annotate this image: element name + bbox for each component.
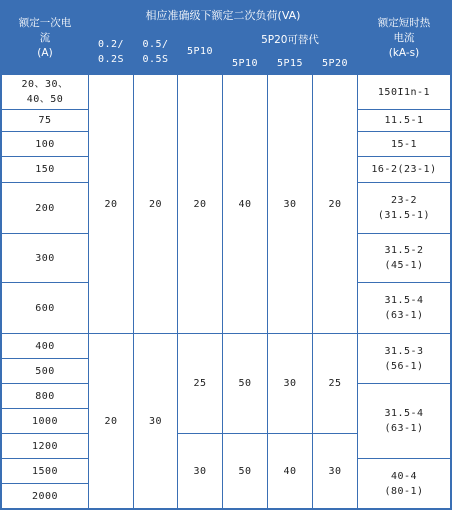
grid-line: [0, 74, 452, 75]
grid-line: [0, 182, 89, 183]
current-cell: 600: [2, 283, 88, 333]
thermal-cell: 16-2(23-1): [358, 157, 450, 182]
grid-line: [222, 51, 358, 52]
current-cell: 300: [2, 234, 88, 282]
thermal-cell: 15-1: [358, 132, 450, 156]
current-cell: 150: [2, 157, 88, 182]
header-rated-primary-current: 额定一次电 流 (A): [2, 2, 88, 74]
current-cell: 800: [2, 384, 88, 408]
grid-line: [0, 156, 89, 157]
grid-line: [0, 483, 89, 484]
load-value-cell: 25: [178, 334, 222, 433]
grid-line: [357, 109, 452, 110]
grid-line: [312, 51, 313, 510]
grid-line: [0, 333, 452, 334]
load-value-cell: 25: [313, 334, 357, 433]
grid-line: [267, 51, 268, 510]
load-value-cell: 20: [178, 75, 222, 333]
load-value-cell: 50: [223, 334, 267, 433]
grid-line: [177, 433, 358, 434]
grid-line: [0, 458, 89, 459]
load-value-cell: 40: [223, 75, 267, 333]
header-short-time-thermal-current: 额定短时热 电流 (kA-s): [358, 2, 450, 74]
load-value-cell: 30: [313, 434, 357, 508]
load-value-cell: 50: [223, 434, 267, 508]
grid-line: [357, 131, 452, 132]
grid-line: [0, 358, 89, 359]
grid-line: [0, 383, 89, 384]
current-cell: 2000: [2, 484, 88, 508]
thermal-cell: 150I1n-1: [358, 75, 450, 109]
current-cell: 1500: [2, 459, 88, 483]
grid-line: [0, 282, 89, 283]
current-cell: 500: [2, 359, 88, 383]
current-cell: 200: [2, 183, 88, 233]
thermal-cell: 40-4 (80-1): [358, 459, 450, 508]
header-sub-5p20: 5P20: [313, 52, 357, 74]
thermal-cell: 31.5-2 (45-1): [358, 234, 450, 282]
thermal-cell: 11.5-1: [358, 110, 450, 131]
current-cell: 20、30、 40、50: [2, 75, 88, 109]
grid-line: [357, 282, 452, 283]
current-cell: 75: [2, 110, 88, 131]
header-rated-secondary-load: 相应准确级下额定二次负荷(VA): [89, 2, 357, 28]
header-accuracy-05: 0.5/ 0.5S: [134, 29, 177, 74]
grid-line: [177, 28, 178, 510]
load-value-cell: 40: [268, 434, 312, 508]
grid-line: [0, 433, 89, 434]
load-value-cell: 20: [89, 334, 133, 508]
current-cell: 400: [2, 334, 88, 358]
header-accuracy-5p10: 5P10: [178, 29, 222, 74]
header-sub-5p10: 5P10: [223, 52, 267, 74]
load-value-cell: 20: [313, 75, 357, 333]
thermal-cell: 23-2 (31.5-1): [358, 183, 450, 233]
thermal-cell: 31.5-4 (63-1): [358, 283, 450, 333]
thermal-cell: 31.5-3 (56-1): [358, 334, 450, 383]
grid-line: [0, 109, 89, 110]
grid-line: [88, 28, 358, 29]
grid-line: [357, 156, 452, 157]
header-sub-5p15: 5P15: [268, 52, 312, 74]
grid-line: [133, 28, 134, 510]
header-accuracy-02: 0.2/ 0.2S: [89, 29, 133, 74]
table-border: [0, 508, 452, 510]
grid-line: [0, 131, 89, 132]
table-border: [0, 0, 452, 2]
load-value-cell: 30: [134, 334, 177, 508]
thermal-cell: 31.5-4 (63-1): [358, 384, 450, 458]
current-cell: 100: [2, 132, 88, 156]
load-value-cell: 30: [268, 334, 312, 433]
load-value-cell: 30: [178, 434, 222, 508]
load-value-cell: 20: [134, 75, 177, 333]
grid-line: [0, 408, 89, 409]
grid-line: [0, 233, 89, 234]
grid-line: [357, 233, 452, 234]
grid-line: [357, 458, 452, 459]
current-cell: 1200: [2, 434, 88, 458]
load-value-cell: 20: [89, 75, 133, 333]
current-cell: 1000: [2, 409, 88, 433]
load-value-cell: 30: [268, 75, 312, 333]
grid-line: [222, 28, 223, 510]
header-5p20-substitute: 5P20可替代: [223, 29, 357, 51]
grid-line: [357, 383, 452, 384]
grid-line: [357, 182, 452, 183]
